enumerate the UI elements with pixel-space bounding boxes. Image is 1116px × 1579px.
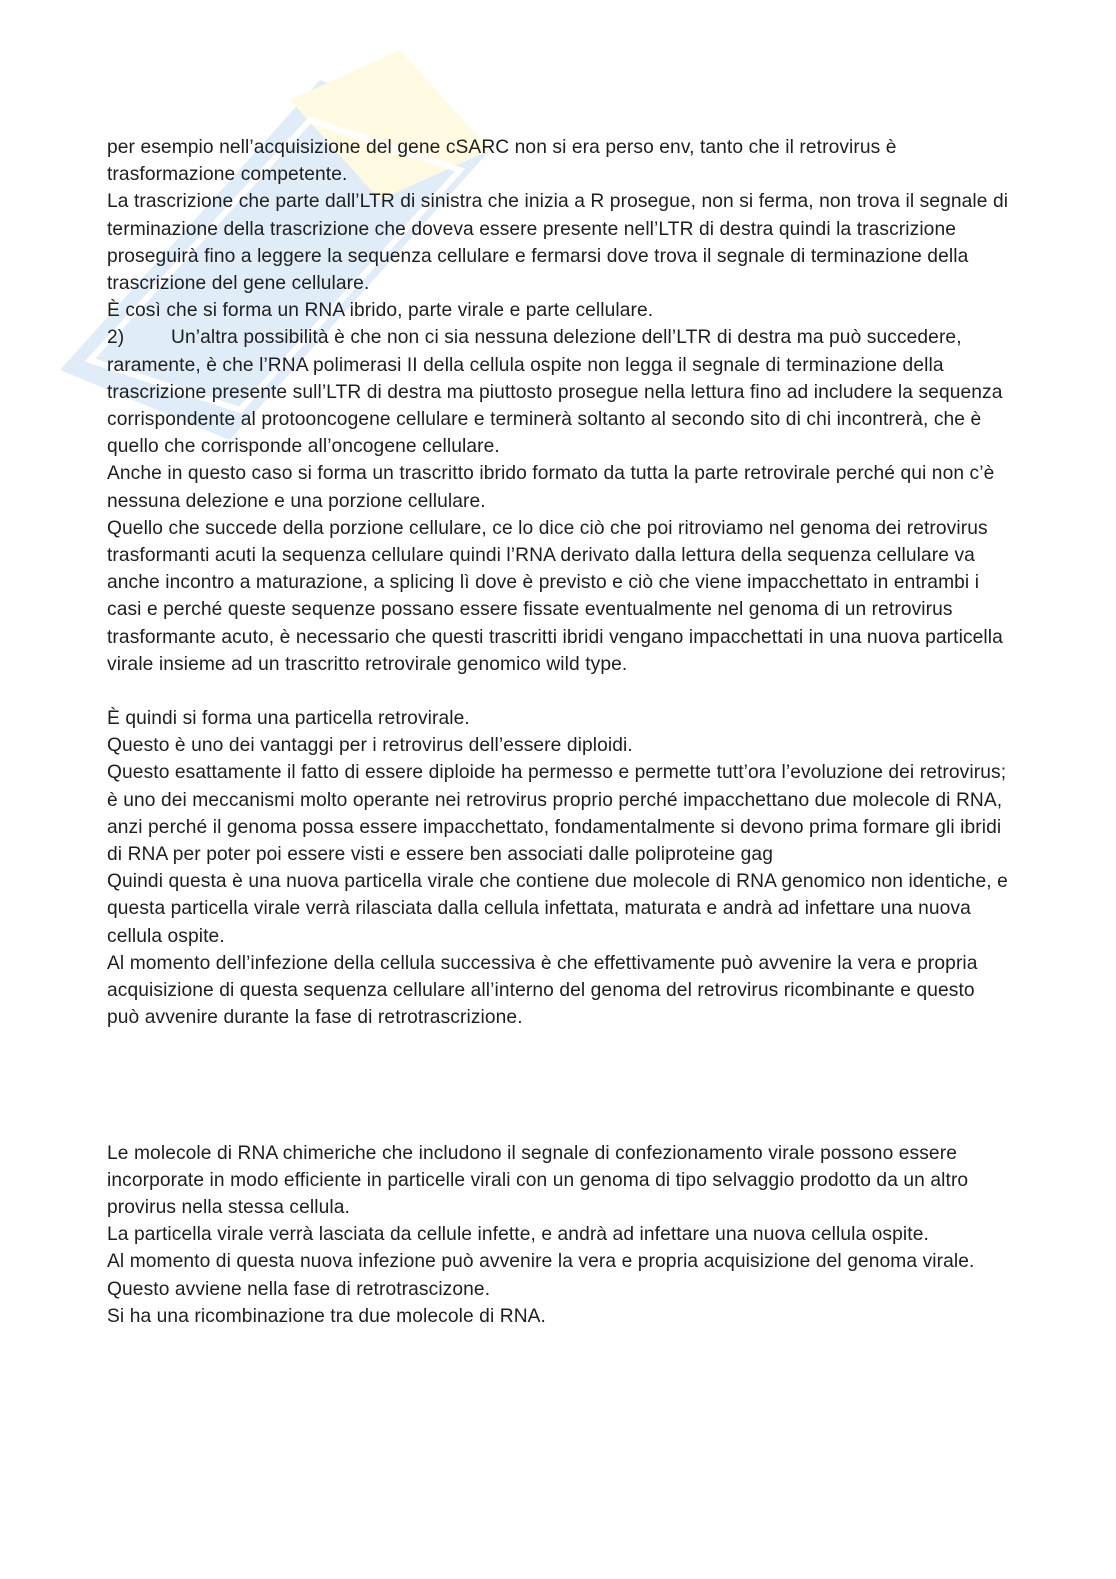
- paragraph: Quello che succede della porzione cellulare, ce lo dice ciò che poi ritroviamo nel genoma dei retrovirus trasformanti acuti la sequenza cellulare quindi l’RNA derivato dalla lettura della sequenza cellulare va anche incontro a maturazione, a splicing lì dove è previsto e ciò che viene impacchettato in entrambi i casi e perché queste sequenze possano essere fissate eventualmente nel genoma di un retrovirus trasformante acuto, è necessario che questi trascritti ibridi vengano impacchettati in una nuova particella virale insieme ad un trascritto retrovirale genomico wild type.: [107, 517, 1003, 675]
- paragraph: Anche in questo caso si forma un trascritto ibrido formato da tutta la parte retrovirale perché qui non c’è nessuna delezione e una porzione cellulare.: [107, 463, 995, 512]
- paragraph: È così che si forma un RNA ibrido, parte virale e parte cellulare.: [107, 300, 654, 322]
- item-text: Un’altra possibilità è che non ci sia nessuna delezione dell’LTR di destra ma può succedere, raramente, è che l’RNA polimerasi II della cellula ospite non legga il segnale di terminazione della trascrizione presente sull’LTR di destra ma piuttosto prosegue nella lettura fino ad includere la sequenza corrispondente al protooncogene cellulare e terminerà soltanto al secondo sito di chi incontrerà, che è quello che corrisponde all’oncogene cellulare.: [107, 327, 1003, 458]
- paragraph: È quindi si forma una particella retrovirale.: [107, 708, 470, 730]
- paragraph: La trascrizione che parte dall’LTR di sinistra che inizia a R prosegue, non si ferma, non trova il segnale di terminazione della trascrizione che doveva essere presente nell’LTR di destra quindi la trascrizione proseguirà fino a leggere la sequenza cellulare e fermarsi dove trova il segnale di terminazione della trascrizione del gene cellulare.: [107, 191, 1009, 295]
- paragraph: Questo avviene nella fase di retrotrascizone.: [107, 1278, 491, 1300]
- paragraph: Questo è uno dei vantaggi per i retrovirus dell’essere diploidi.: [107, 735, 633, 757]
- paragraph: Le molecole di RNA chimeriche che includono il segnale di confezionamento virale possono essere incorporate in modo efficiente in particelle virali con un genoma di tipo selvaggio prodotto da un altro provirus nella stessa cellula.: [107, 1142, 969, 1218]
- numbered-item: [107, 324, 1012, 460]
- paragraph: La particella virale verrà lasciata da cellule infette, e andrà ad infettare una nuova cellula ospite.: [107, 1224, 929, 1246]
- document-page: [107, 134, 1012, 1330]
- item-number: 2): [107, 327, 125, 349]
- paragraph: Si ha una ricombinazione tra due molecole di RNA.: [107, 1305, 546, 1327]
- paragraph: Al momento dell’infezione della cellula successiva è che effettivamente può avvenire la vera e propria acquisizione di questa sequenza cellulare all’interno del genoma del retrovirus ricombinante e questo può avvenire durante la fase di retrotrascrizione.: [107, 952, 978, 1029]
- paragraph: Al momento di questa nuova infezione può avvenire la vera e propria acquisizione del genoma virale.: [107, 1251, 975, 1273]
- paragraph: Questo esattamente il fatto di essere diploide ha permesso e permette tutt’ora l’evoluzione dei retrovirus; è uno dei meccanismi molto operante nei retrovirus proprio perché impacchettano due molecole di RNA, anzi perché il genoma possa essere impacchettato, fondamentalmente si devono prima formare gli ibridi di RNA per poter poi essere visti e essere ben associati dalle poliproteine gag: [107, 762, 1007, 866]
- paragraph: per esempio nell’acquisizione del gene cSARC non si era perso env, tanto che il retrovirus è trasformazione competente.: [107, 137, 897, 186]
- paragraph: Quindi questa è una nuova particella virale che contiene due molecole di RNA genomico non identiche, e questa particella virale verrà rilasciata dalla cellula infettata, maturata e andrà ad infettare una nuova cellula ospite.: [107, 871, 1008, 947]
